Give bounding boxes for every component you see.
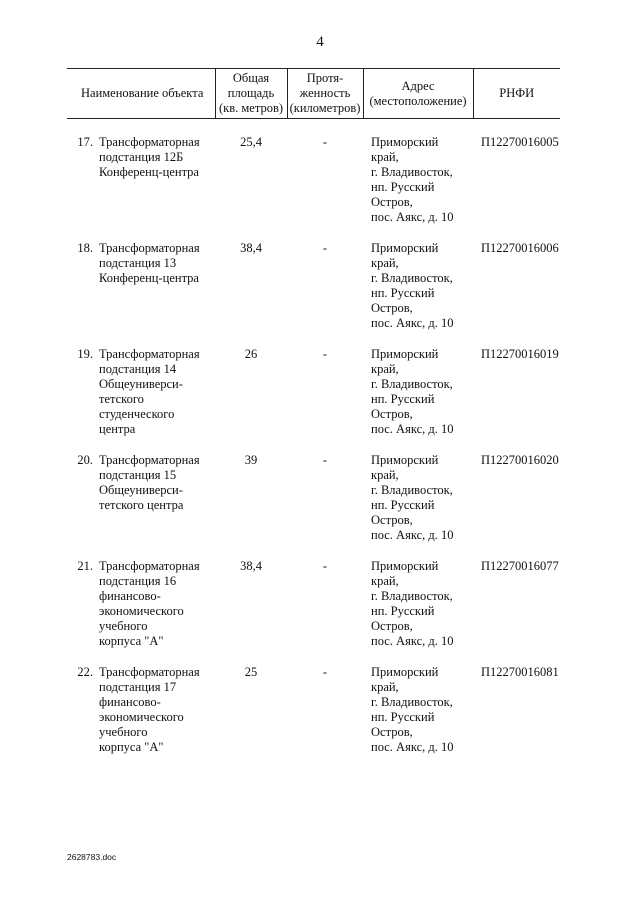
- table-row: [67, 453, 560, 559]
- cell-total-area: 38,4: [240, 559, 262, 573]
- cell-rnfi: П12270016005: [481, 135, 559, 149]
- cell-object-name: [67, 665, 215, 771]
- cell-address: Приморский край, г. Владивосток, нп. Русский Остров, пос. Аякс, д. 10: [371, 135, 454, 224]
- cell-length: -: [322, 135, 328, 149]
- header-rnfi: РНФИ: [473, 69, 560, 119]
- row-number: 19.: [77, 347, 93, 361]
- object-name: Трансформаторная подстанция 17 финансово- экономического учебного корпуса "А": [99, 665, 200, 754]
- cell-address: Приморский край, г. Владивосток, нп. Русский Остров, пос. Аякс, д. 10: [371, 665, 454, 754]
- row-number: 20.: [77, 453, 93, 467]
- cell-length: -: [322, 347, 328, 361]
- cell-rnfi: П12270016077: [481, 559, 559, 573]
- cell-address: Приморский край, г. Владивосток, нп. Русский Остров, пос. Аякс, д. 10: [371, 241, 454, 330]
- object-name: Трансформаторная подстанция 15 Общеуниверси- тетского центра: [99, 453, 200, 512]
- cell-object-name: [67, 453, 215, 559]
- table-row: [67, 241, 560, 347]
- cell-rnfi: П12270016019: [481, 347, 559, 361]
- cell-object-name: [67, 135, 215, 241]
- cell-length: -: [322, 453, 328, 467]
- cell-total-area: 39: [244, 453, 258, 467]
- object-name: Трансформаторная подстанция 16 финансово- экономического учебного корпуса "А": [99, 559, 200, 648]
- cell-rnfi: П12270016006: [481, 241, 559, 255]
- cell-object-name: [67, 559, 215, 665]
- table-header: [67, 69, 560, 119]
- cell-address: Приморский край, г. Владивосток, нп. Русский Остров, пос. Аякс, д. 10: [371, 453, 454, 542]
- cell-total-area: 38,4: [240, 241, 262, 255]
- table-row: [67, 559, 560, 665]
- cell-address: Приморский край, г. Владивосток, нп. Русский Остров, пос. Аякс, д. 10: [371, 347, 454, 436]
- cell-total-area: 25,4: [240, 135, 262, 149]
- cell-total-area: 25: [244, 665, 258, 679]
- cell-length: -: [322, 559, 328, 573]
- object-name: Трансформаторная подстанция 13 Конференц-центра: [99, 241, 200, 285]
- object-name: Трансформаторная подстанция 14 Общеуниверси- тетского студенческого центра: [99, 347, 200, 436]
- cell-total-area: 26: [244, 347, 258, 361]
- page-number: 4: [316, 34, 324, 50]
- header-total-area: Общая площадь (кв. метров): [215, 69, 287, 119]
- table-body: [67, 119, 560, 772]
- cell-address: Приморский край, г. Владивосток, нп. Русский Остров, пос. Аякс, д. 10: [371, 559, 454, 648]
- header-address: Адрес (местоположение): [363, 69, 473, 119]
- document-id: 2628783.doc: [67, 852, 117, 862]
- table-row: [67, 135, 560, 241]
- row-number: 18.: [77, 241, 93, 255]
- row-number: 22.: [77, 665, 93, 679]
- table-row: [67, 665, 560, 771]
- header-object-name: Наименование объекта: [67, 69, 215, 119]
- cell-length: -: [322, 241, 328, 255]
- cell-length: -: [322, 665, 328, 679]
- cell-object-name: [67, 241, 215, 347]
- row-number: 21.: [77, 559, 93, 573]
- cell-rnfi: П12270016081: [481, 665, 559, 679]
- cell-rnfi: П12270016020: [481, 453, 559, 467]
- cell-object-name: [67, 347, 215, 453]
- row-number: 17.: [77, 135, 93, 149]
- header-length: Протя- женность (километров): [287, 69, 363, 119]
- table-row: [67, 347, 560, 453]
- objects-table: [67, 68, 560, 771]
- object-name: Трансформаторная подстанция 12Б Конференц-центра: [99, 135, 200, 179]
